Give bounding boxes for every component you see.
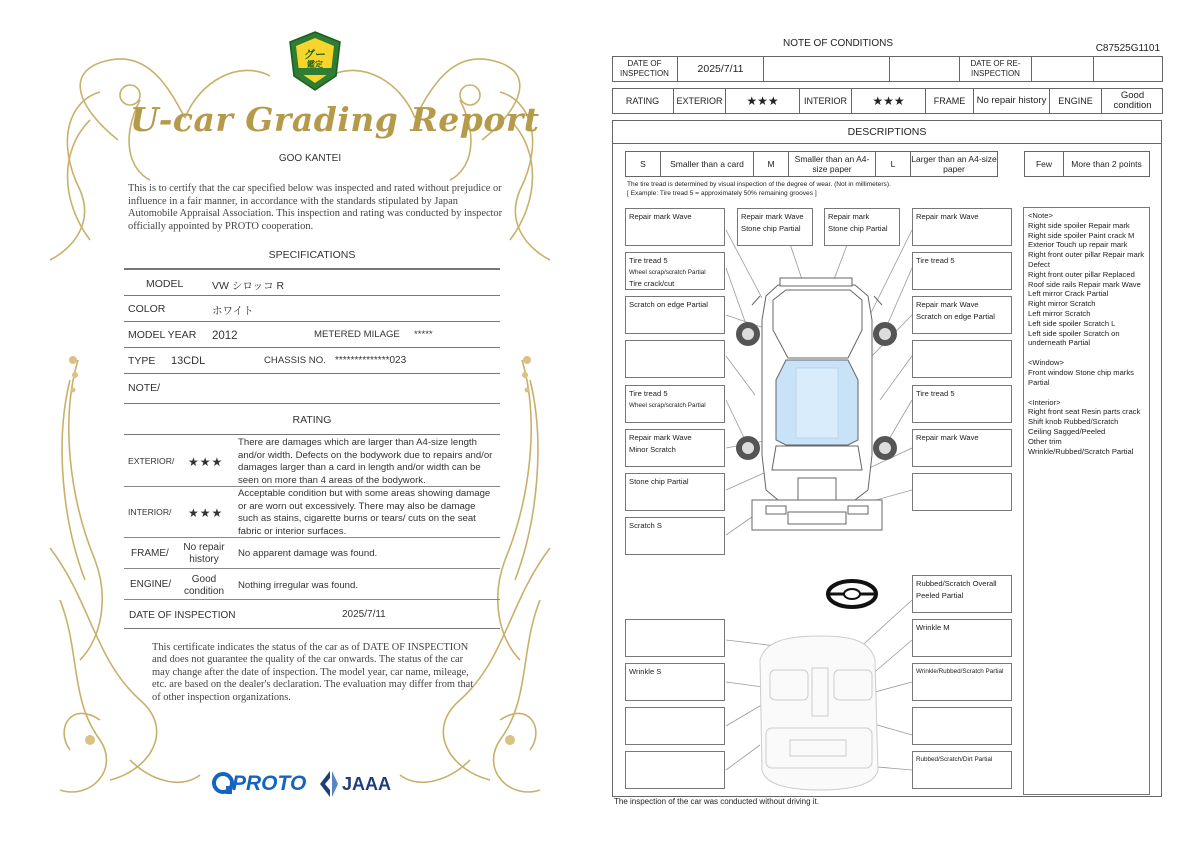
interior-box-right-2 [912, 619, 1012, 657]
rating-divider [124, 434, 500, 435]
defect-text: Stone chip Partial [629, 477, 689, 486]
jaaa-logo-icon [318, 770, 340, 798]
note-line: Left side spoiler Scratch on underneath Partial [1028, 328, 1120, 348]
certify-statement: This is to certify that the car specified below was inspected and rated without prejudice or influence in a fair manner, in accordance with the standards stipulated by Japan Automobile Appraisal Association. This inspection and rating was conducted by inspector officially appointed by PROTO cooperation. [128, 183, 503, 232]
tire-note-line-1: The tire tread is determined by visual inspection of the degree of wear. (Not in millimeters). [627, 181, 891, 188]
color-label: COLOR [128, 303, 166, 315]
note-heading: <Note> [1028, 211, 1053, 220]
defect-box-left-7 [625, 473, 725, 511]
rating-label: RATING [612, 88, 674, 114]
defect-box-right-6 [912, 429, 1012, 467]
defect-box-left-4 [625, 340, 725, 378]
defect-text: Wheel scrap/scratch Partial [629, 268, 706, 276]
spec-row-type [124, 348, 500, 374]
color-value: ホワイト [212, 305, 254, 317]
interior-group [1028, 398, 1145, 457]
rating-row-interior [124, 487, 500, 538]
defect-text: Stone chip Partial [741, 223, 801, 233]
interior-box-right-4 [912, 707, 1012, 745]
descriptions-heading: DESCRIPTIONS [612, 120, 1162, 144]
exterior-label: EXTERIOR [674, 88, 726, 114]
note-of-conditions-sheet [600, 0, 1200, 848]
defect-text: Wrinkle M [916, 623, 950, 632]
note-line: Left mirror Scratch [1028, 308, 1091, 318]
report-title: U-car Grading Report [130, 100, 540, 139]
interior-label: INTERIOR [800, 88, 852, 114]
type-value: 13CDL [171, 355, 206, 367]
defect-box-right-1 [912, 208, 1012, 246]
note-label: NOTE/ [128, 382, 161, 394]
interior-label: INTERIOR/ [128, 507, 172, 517]
defect-text: Scratch S [629, 521, 662, 530]
defect-text: Wrinkle/Rubbed/Scratch Partial [916, 668, 1004, 675]
proto-logo-text: PROTO [232, 772, 307, 795]
model-year-value: 2012 [212, 330, 238, 342]
engine-label: ENGINE/ [130, 579, 172, 590]
defect-text: Repair mark Wave [741, 212, 804, 221]
proto-logo-icon [212, 772, 234, 796]
date-of-inspection-value: 2025/7/11 [678, 56, 764, 82]
date-of-reinspection-label: DATE OF RE-INSPECTION [960, 56, 1032, 82]
rating-row-engine [124, 569, 500, 600]
legend-l-desc: Larger than an A4-size paper [910, 151, 998, 177]
legend-s: S [625, 151, 661, 177]
exterior-stars: ★★★ [188, 455, 224, 469]
rating-row-exterior [124, 436, 500, 487]
spec-row-model [124, 270, 500, 296]
interior-box-right-5 [912, 751, 1012, 789]
defect-text: Repair mark Wave [629, 212, 692, 221]
frame-description: No apparent damage was found. [238, 548, 378, 559]
legend-m: M [753, 151, 789, 177]
defect-text: Repair mark Wave [916, 300, 979, 309]
metered-mileage-label: METERED MILAGE [314, 329, 400, 340]
logo-row [212, 770, 412, 800]
date-of-inspection-value: 2025/7/11 [342, 609, 386, 620]
defect-box-left-8 [625, 517, 725, 555]
legend-l: L [875, 151, 911, 177]
note-line: Right side spoiler Paint crack M [1028, 230, 1135, 240]
defect-box-right-5 [912, 385, 1012, 423]
rating-row-frame [124, 538, 500, 569]
report-subtitle: GOO KANTEI [278, 153, 342, 164]
interior-heading: <Interior> [1028, 397, 1061, 407]
interior-box-right-1 [912, 575, 1012, 613]
defect-text: Repair mark Wave [629, 433, 692, 442]
spec-row-color [124, 296, 500, 322]
defect-box-left-5 [625, 385, 725, 423]
note-line: Ceiling Sagged/Peeled [1028, 426, 1106, 436]
frame-value: No repair history [183, 542, 225, 565]
interior-box-left-2 [625, 663, 725, 701]
car-top-view [752, 278, 882, 530]
sheet-title: NOTE OF CONDITIONS [783, 38, 893, 49]
engine-description: Nothing irregular was found. [238, 580, 358, 591]
rating-row-date [124, 600, 500, 629]
steering-wheel-icon [828, 581, 876, 607]
interior-box-left-4 [625, 751, 725, 789]
defect-text: Stone chip Partial [828, 223, 888, 233]
note-line: Right front outer pillar Replaced [1028, 269, 1135, 279]
svg-text:鑑定: 鑑定 [307, 60, 323, 69]
note-line: Wrinkle/Rubbed/Scratch Partial [1028, 446, 1134, 456]
defect-box-left-2 [625, 252, 725, 290]
notes-panel [1023, 207, 1150, 795]
defect-text: Minor Scratch [629, 444, 676, 454]
jaaa-logo-text: JAAA [342, 774, 392, 794]
engine-value: Good condition [183, 574, 225, 597]
goo-kantei-badge-icon [286, 30, 344, 92]
defect-box-left-3 [625, 296, 725, 334]
interior-description: Acceptable condition but with some areas showing damage or are worn out excessively. There may also be damage such as stains, cigarette burns or tears/ cuts on the seat fabric or interior surfaces. [238, 488, 491, 537]
defect-text: Wheel scrap/scratch Partial [629, 401, 706, 409]
defect-text: Rubbed/Scratch Overall [916, 579, 997, 588]
legend-few: Few [1024, 151, 1064, 177]
exterior-label: EXTERIOR/ [128, 456, 175, 466]
frame-value: No repair history [974, 88, 1050, 114]
note-line: Shift knob Rubbed/Scratch [1028, 417, 1119, 427]
note-line: Left mirror Crack Partial [1028, 289, 1109, 299]
defect-text: Repair mark Wave [916, 212, 979, 221]
defect-text: Rubbed/Scratch/Dirt Partial [916, 756, 993, 763]
chassis-value: **************023 [335, 355, 407, 366]
model-year-label: MODEL YEAR [128, 329, 197, 341]
svg-text:グー: グー [304, 48, 326, 61]
exterior-value: ★★★ [726, 88, 800, 114]
defect-box-right-3 [912, 296, 1012, 334]
sheet-code: C87525G1101 [1095, 43, 1160, 54]
note-group [1028, 211, 1145, 348]
defect-text: Tire tread 5 [629, 256, 668, 265]
car-interior-view [760, 636, 878, 790]
note-line: Exterior Touch up repair mark [1028, 240, 1128, 250]
legend-few-desc: More than 2 points [1063, 151, 1150, 177]
frame-label: FRAME [926, 88, 974, 114]
spec-row-note [124, 374, 500, 404]
note-line: Roof side rails Repair mark Wave [1028, 279, 1141, 289]
interior-box-left-3 [625, 707, 725, 745]
defect-text: Wrinkle S [629, 667, 662, 676]
defect-box-left-6 [625, 429, 725, 467]
note-line: Front window Stone chip marks Partial [1028, 367, 1134, 387]
defect-text: Tire crack/cut [629, 279, 675, 288]
metered-mileage-value: ***** [414, 329, 433, 340]
defect-box-left-1 [625, 208, 725, 246]
defect-text: Tire tread 5 [916, 256, 955, 265]
exterior-description: There are damages which are larger than A4-size length and/or width. Defects on the bodywork due to repairs and/or damages larger than a card in length and/or width can be seen on more than 4 areas of the bodywork. [238, 437, 493, 486]
model-label: MODEL [146, 278, 184, 290]
note-line: Right side spoiler Repair mark [1028, 220, 1130, 230]
defect-text: Tire tread 5 [629, 389, 668, 398]
defect-text: Scratch on edge Partial [916, 311, 995, 321]
type-label: TYPE [128, 355, 156, 367]
interior-box-left-1 [625, 619, 725, 657]
frame-label: FRAME/ [131, 548, 169, 559]
date-of-inspection-label: DATE OF INSPECTION [129, 610, 236, 621]
spec-row-model-year [124, 322, 500, 348]
interior-box-right-3 [912, 663, 1012, 701]
interior-value: ★★★ [852, 88, 926, 114]
defect-text: Repair mark Wave [916, 433, 979, 442]
defect-text: Tire tread 5 [916, 389, 955, 398]
rating-heading: RATING [292, 414, 332, 426]
defect-box-mid-2 [824, 208, 900, 246]
note-line: Left side spoiler Scratch L [1028, 318, 1116, 328]
specifications-heading: SPECIFICATIONS [268, 249, 356, 261]
note-line: Right front outer pillar Repair mark Defect [1028, 250, 1145, 269]
date-of-inspection-label: DATE OF INSPECTION [612, 56, 678, 82]
defect-text: Peeled Partial [916, 590, 964, 600]
model-value: VW シロッコ R [212, 280, 285, 292]
defect-box-right-7 [912, 473, 1012, 511]
chassis-label: CHASSIS NO. [264, 355, 326, 366]
defect-box-right-2 [912, 252, 1012, 290]
defect-box-mid-1 [737, 208, 813, 246]
defect-box-right-4 [912, 340, 1012, 378]
window-heading: <Window> [1028, 358, 1064, 368]
note-line: Other trim [1028, 436, 1062, 446]
interior-stars: ★★★ [188, 506, 224, 520]
window-group [1028, 358, 1145, 387]
note-line: Right front seat Resin parts crack [1028, 407, 1141, 417]
engine-label: ENGINE [1050, 88, 1102, 114]
note-line: Right mirror Scratch [1028, 299, 1096, 309]
tire-note-line-2: [ Example: Tire tread 5 = approximately 50% remaining grooves ] [627, 190, 817, 197]
certificate-disclaimer: This certificate indicates the status of the car as of DATE OF INSPECTION and does not guarantee the quality of the car onwards. The status of the car may change after the date of inspection. The model year, car name, mileage, etc. are based on the dealer's declaration. The evaluation may differ from that of other inspection organizations. [152, 642, 474, 703]
engine-value: Good condition [1113, 90, 1152, 111]
defect-text: Repair mark [828, 212, 870, 221]
legend-s-desc: Smaller than a card [660, 151, 754, 177]
legend-m-desc: Smaller than an A4-size paper [788, 151, 876, 177]
inspection-footnote: The inspection of the car was conducted without driving it. [614, 797, 819, 806]
defect-text: Scratch on edge Partial [629, 300, 708, 309]
